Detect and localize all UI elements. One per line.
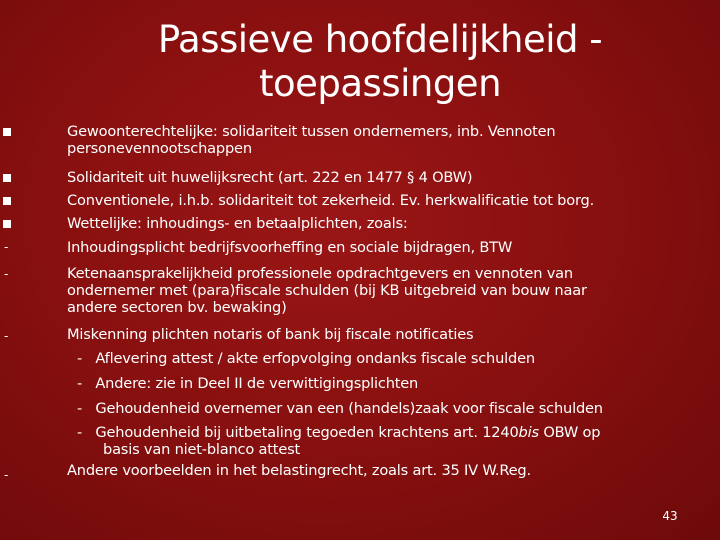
dash-marker: -: [4, 468, 9, 482]
sub-item-4-line-2: basis van niet-blanco attest: [103, 441, 301, 458]
dash-marker: -: [4, 240, 9, 254]
sub-item-3: - Gehoudenheid overnemer van een (handels)zaak voor fiscale schulden: [77, 400, 603, 417]
bullet-1-line-1: Gewoonterechtelijke: solidariteit tussen ondernemers, inb. Vennoten: [67, 123, 556, 140]
dash-2-line-2: ondernemer met (para)fiscale schulden (bij KB uitgebreid van bouw naar: [67, 282, 587, 299]
square-bullet-icon: [3, 174, 11, 182]
bullet-2-text: Solidariteit uit huwelijksrecht (art. 222 en 1477 § 4 OBW): [67, 169, 473, 186]
bullet-1-line-2: personevennootschappen: [67, 140, 252, 157]
sub-item-2: - Andere: zie in Deel II de verwittigingsplichten: [77, 375, 419, 392]
square-bullet-icon: [3, 220, 11, 228]
dash-1-text: Inhoudingsplicht bedrijfsvoorheffing en sociale bijdragen, BTW: [67, 239, 513, 256]
title-line-2: toepassingen: [258, 62, 502, 105]
dash-2-line-3: andere sectoren bv. bewaking): [67, 299, 287, 316]
dash-3-text: Miskenning plichten notaris of bank bij fiscale notificaties: [67, 326, 474, 343]
bullet-4-text: Wettelijke: inhoudings- en betaalplichten, zoals:: [67, 215, 408, 232]
bullet-3-text: Conventionele, i.h.b. solidariteit tot zekerheid. Ev. herkwalificatie tot borg.: [67, 192, 595, 209]
square-bullet-icon: [3, 197, 11, 205]
page-number: 43: [662, 509, 678, 523]
dash-2-line-1: Ketenaansprakelijkheid professionele opdrachtgevers en vennoten van: [67, 265, 573, 282]
dash-marker: -: [4, 267, 9, 281]
last-dash-text: Andere voorbeelden in het belastingrecht, zoals art. 35 IV W.Reg.: [67, 462, 531, 479]
dash-marker: -: [4, 329, 9, 343]
square-bullet-icon: [3, 128, 11, 136]
title-line-1: Passieve hoofdelijkheid -: [157, 18, 603, 61]
sub-item-1: - Aflevering attest / akte erfopvolging ondanks fiscale schulden: [77, 350, 535, 367]
sub-item-4: - Gehoudenheid bij uitbetaling tegoeden krachtens art. 1240bis OBW op: [77, 424, 601, 441]
